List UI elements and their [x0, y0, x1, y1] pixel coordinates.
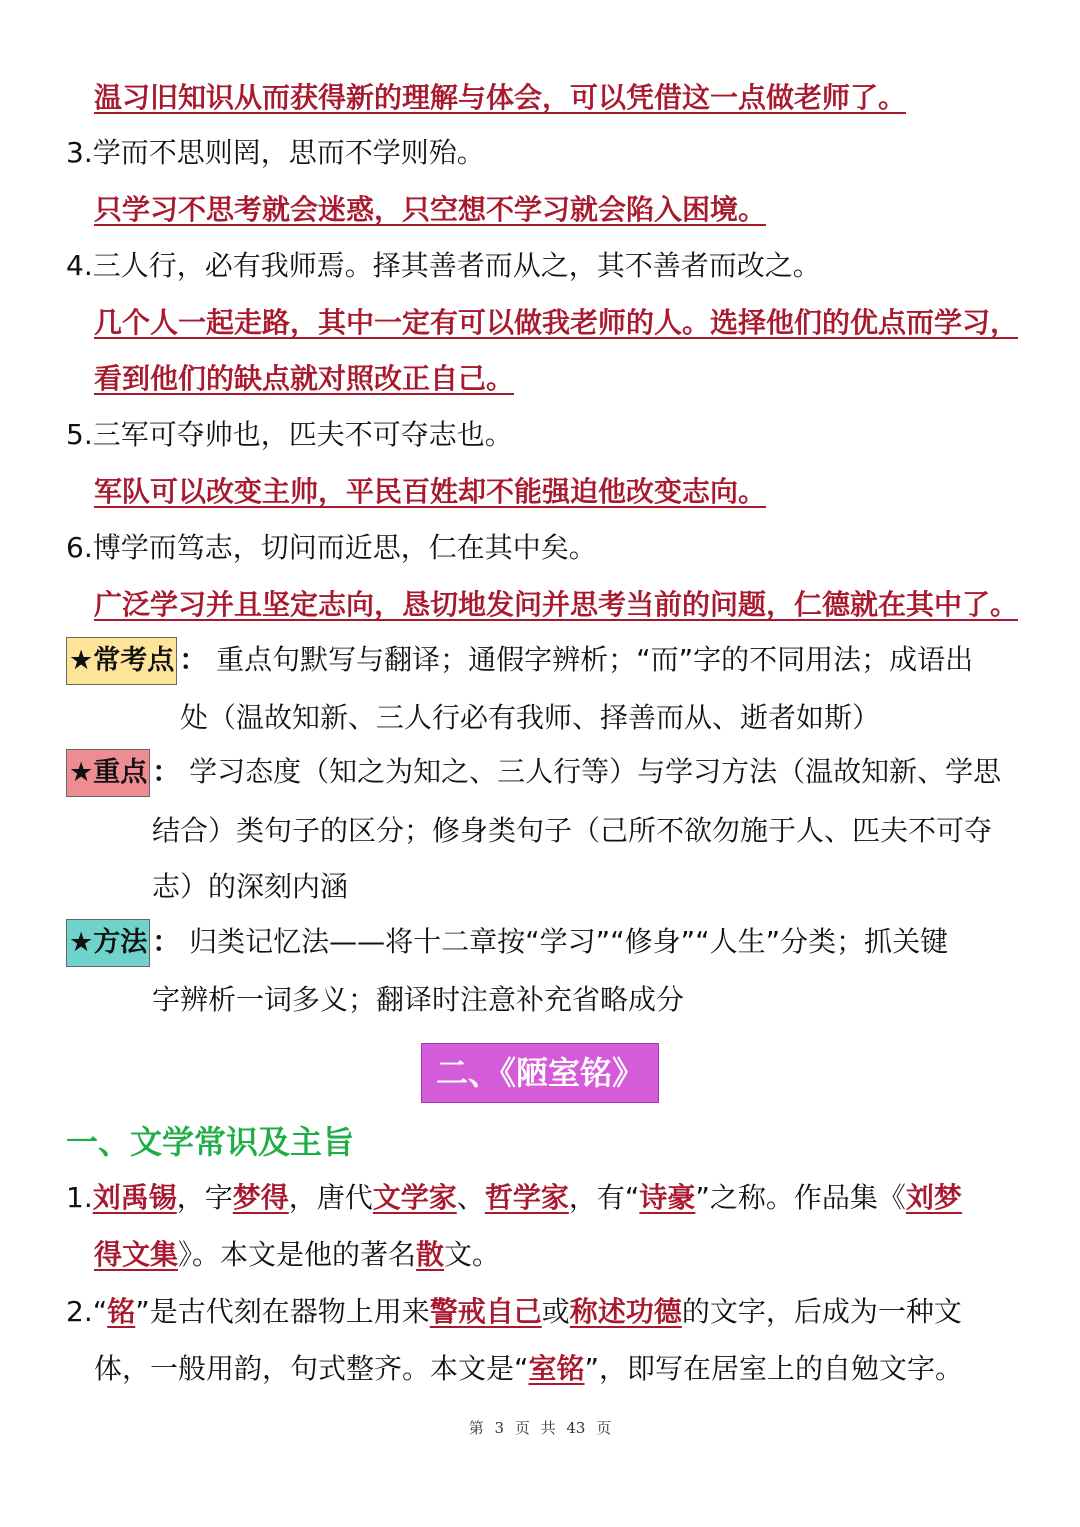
item-1-line-2: 得文集》。本文是他的著名散文。 — [94, 1238, 501, 1271]
exam-point-tag: ★常考点 — [66, 637, 177, 685]
quote-line-6: 6.博学而笃志，切问而近思，仁在其中矣。 — [66, 531, 597, 564]
key-point-text-2: 结合）类句子的区分；修身类句子（己所不欲勿施于人、匹夫不可夺 — [152, 814, 993, 847]
quote-line-3: 3.学而不思则罔，思而不学则殆。 — [66, 136, 485, 169]
method-text-1: 归类记忆法——将十二章按“学习”“修身”“人生”分类；抓关键 — [189, 925, 949, 958]
method-tag: ★方法 — [66, 919, 150, 967]
translation-line-3: 只学习不思考就会迷惑，只空想不学习就会陷入困境。 — [94, 193, 767, 226]
key-point-text-1: 学习态度（知之为知之、三人行等）与学习方法（温故知新、学思 — [189, 755, 1002, 788]
section-title: 二、《陋室铭》 — [421, 1043, 659, 1103]
page-footer: 第 3 页 共 43 页 — [468, 1419, 612, 1437]
translation-line-5: 军队可以改变主帅，平民百姓却不能强迫他改变志向。 — [94, 475, 767, 508]
item-1-line-1: 1.刘禹锡，字梦得，唐代文学家、哲学家，有“诗豪”之称。作品集《刘梦 — [66, 1181, 962, 1214]
exam-point-note: ★常考点 ： 重点句默写与翻译；通假字辨析；“而”字的不同用法；成语出 — [66, 637, 1080, 685]
quote-line-5: 5.三军可夺帅也，匹夫不可夺志也。 — [66, 418, 513, 451]
item-2-line-2: 体，一般用韵，句式整齐。本文是“室铭”，即写在居室上的自勉文字。 — [94, 1352, 964, 1385]
translation-line-6: 广泛学习并且坚定志向，恳切地发问并思考当前的问题，仁德就在其中了。 — [94, 588, 1019, 621]
quote-line-4: 4.三人行，必有我师焉。择其善者而从之，其不善者而改之。 — [66, 249, 821, 282]
key-point-text-3: 志）的深刻内涵 — [152, 870, 349, 903]
exam-point-text-2: 处（温故知新、三人行必有我师、择善而从、逝者如斯） — [180, 701, 881, 734]
key-point-note: ★重点 ： 学习态度（知之为知之、三人行等）与学习方法（温故知新、学思 — [66, 749, 1080, 797]
method-text-2: 字辨析一词多义；翻译时注意补充省略成分 — [152, 983, 685, 1016]
method-note: ★方法 ： 归类记忆法——将十二章按“学习”“修身”“人生”分类；抓关键 — [66, 919, 1080, 967]
subsection-heading: 一、文学常识及主旨 — [66, 1123, 355, 1161]
translation-line-4a: 几个人一起走路，其中一定有可以做我老师的人。选择他们的优点而学习， — [94, 306, 1019, 339]
exam-point-text-1: 重点句默写与翻译；通假字辨析；“而”字的不同用法；成语出 — [216, 643, 974, 676]
item-2-line-1: 2.“铭”是古代刻在器物上用来警戒自己或称述功德的文字，后成为一种文 — [66, 1295, 962, 1328]
translation-line-1: 温习旧知识从而获得新的理解与体会，可以凭借这一点做老师了。 — [94, 81, 907, 114]
translation-line-4b: 看到他们的缺点就对照改正自己。 — [94, 362, 515, 395]
key-point-tag: ★重点 — [66, 749, 150, 797]
